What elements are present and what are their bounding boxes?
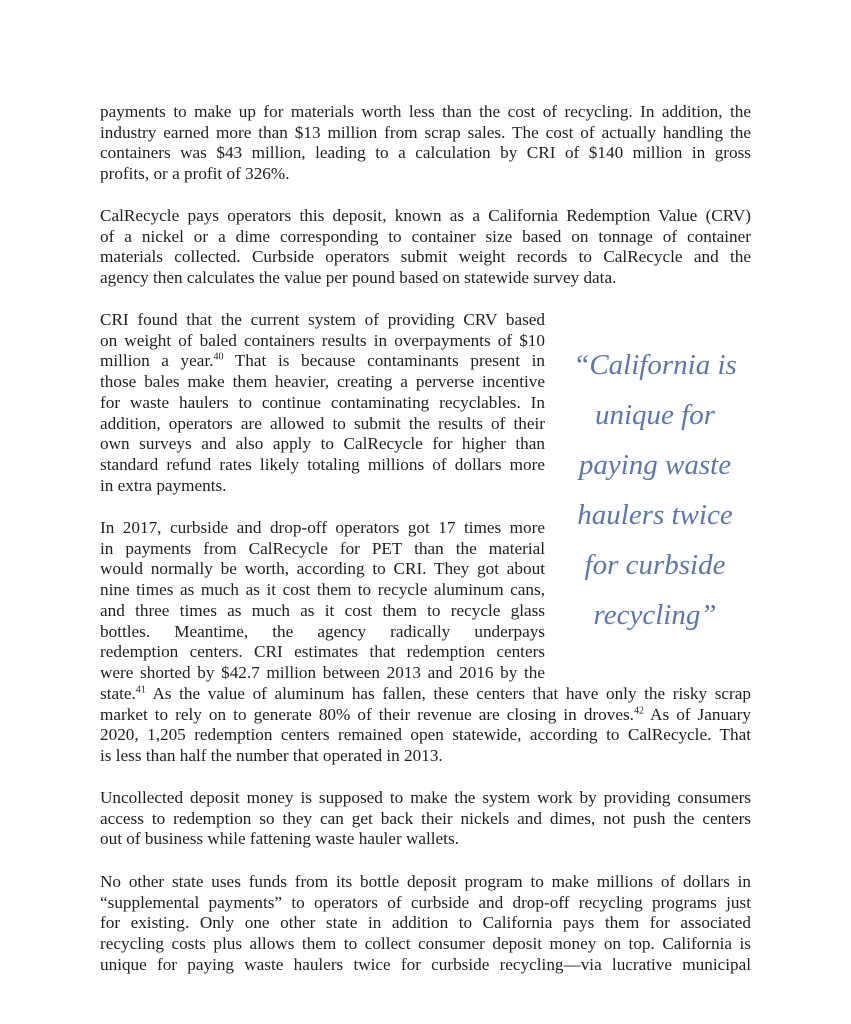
text-line: addition, operators are allowed to submit the results of their bbox=[100, 413, 545, 433]
text-run: As the value of aluminum has fallen, these centers that have only the risky scrap bbox=[145, 684, 751, 703]
text-run: That is because contaminants present in bbox=[223, 351, 545, 371]
paragraph-1 bbox=[100, 102, 751, 185]
paragraph-4-continued bbox=[100, 684, 751, 767]
text-line: out of business while fattening waste hauler wallets. bbox=[100, 829, 459, 849]
text-line: containers was $43 million, leading to a calculation by CRI of $140 million in gross bbox=[100, 143, 751, 163]
text-line: and three times as much as it cost them to recycle glass bbox=[100, 600, 545, 620]
text-run: As of January bbox=[643, 704, 751, 724]
text-line: “supplemental payments” to operators of curbside and drop-off recycling programs just bbox=[100, 892, 751, 912]
paragraph-4 bbox=[100, 518, 545, 684]
text-line: access to redemption so they can get back their nickels and dimes, not push the centers bbox=[100, 808, 751, 828]
text-line: materials collected. Curbside operators submit weight records to CalRecycle and the bbox=[100, 247, 751, 267]
text-line: for existing. Only one other state in addition to California pays them for associated bbox=[100, 913, 751, 933]
text-run: market to rely on to generate 80% of their revenue are closing in droves. bbox=[100, 704, 634, 724]
text-line: redemption centers. CRI estimates that redemption centers bbox=[100, 642, 545, 662]
text-line: In 2017, curbside and drop-off operators got 17 times more bbox=[100, 518, 545, 537]
text-line bbox=[100, 351, 545, 372]
text-line: nine times as much as it cost them to recycle aluminum cans, bbox=[100, 580, 545, 600]
pull-quote-line: paying waste bbox=[578, 449, 732, 481]
text-line: profits, or a profit of 326%. bbox=[100, 164, 290, 184]
text-line: No other state uses funds from its bottle deposit program to make millions of dollars in bbox=[100, 872, 751, 891]
footnote-ref: 40 bbox=[213, 351, 224, 363]
text-run: state. bbox=[100, 684, 136, 703]
text-line: recycling costs plus allows them to collect consumer deposit money on top. California is bbox=[100, 934, 751, 954]
paragraph-5 bbox=[100, 788, 751, 850]
paragraph-6 bbox=[100, 872, 751, 976]
text-line: on weight of baled containers results in overpayments of $10 bbox=[100, 330, 545, 350]
text-line bbox=[100, 684, 751, 705]
footnote-ref: 42 bbox=[633, 704, 644, 716]
pull-quote-line: unique for bbox=[594, 399, 716, 431]
text-line: is less than half the number that operated in 2013. bbox=[100, 746, 443, 766]
text-line: would normally be worth, according to CRI. They got about bbox=[100, 559, 545, 579]
text-line: unique for paying waste haulers twice for curbside recycling—via lucrative municipal bbox=[100, 954, 751, 974]
text-line: CRI found that the current system of providing CRV based bbox=[100, 310, 545, 329]
pull-quote-line: haulers twice bbox=[577, 499, 733, 531]
pull-quote-line: “California is bbox=[573, 349, 737, 381]
text-line: standard refund rates likely totaling millions of dollars more bbox=[100, 454, 545, 474]
text-line: in extra payments. bbox=[100, 475, 227, 495]
text-line: agency then calculates the value per pound based on statewide survey data. bbox=[100, 268, 617, 288]
text-line: bottles. Meantime, the agency radically underpays bbox=[100, 621, 545, 641]
pull-quote-line: for curbside bbox=[584, 549, 726, 581]
text-line: of a nickel or a dime corresponding to container size based on tonnage of container bbox=[100, 226, 751, 246]
text-line: industry earned more than $13 million from scrap sales. The cost of actually handling the bbox=[100, 122, 751, 142]
text-line: were shorted by $42.7 million between 2013 and 2016 by the bbox=[100, 662, 545, 682]
paragraph-3 bbox=[100, 310, 545, 496]
text-line: payments to make up for materials worth less than the cost of recycling. In addition, the bbox=[100, 102, 751, 121]
text-run: million a year. bbox=[100, 351, 214, 371]
text-line: 2020, 1,205 redemption centers remained open statewide, according to CalRecycle. That bbox=[100, 725, 751, 745]
pull-quote-line: recycling” bbox=[593, 599, 717, 631]
text-line bbox=[100, 705, 751, 726]
text-line: Uncollected deposit money is supposed to make the system work by providing consumers bbox=[100, 788, 751, 807]
text-line: CalRecycle pays operators this deposit, known as a California Redemption Value (CRV) bbox=[100, 206, 751, 225]
text-line: those bales make them heavier, creating a perverse incentive bbox=[100, 372, 545, 392]
paragraph-2 bbox=[100, 206, 751, 289]
text-line: in payments from CalRecycle for PET than the material bbox=[100, 538, 545, 558]
pull-quote bbox=[560, 340, 750, 640]
text-line: for waste haulers to continue contaminating recyclables. In bbox=[100, 392, 545, 412]
text-line: own surveys and also apply to CalRecycle for higher than bbox=[100, 434, 545, 454]
footnote-ref: 41 bbox=[135, 684, 146, 696]
